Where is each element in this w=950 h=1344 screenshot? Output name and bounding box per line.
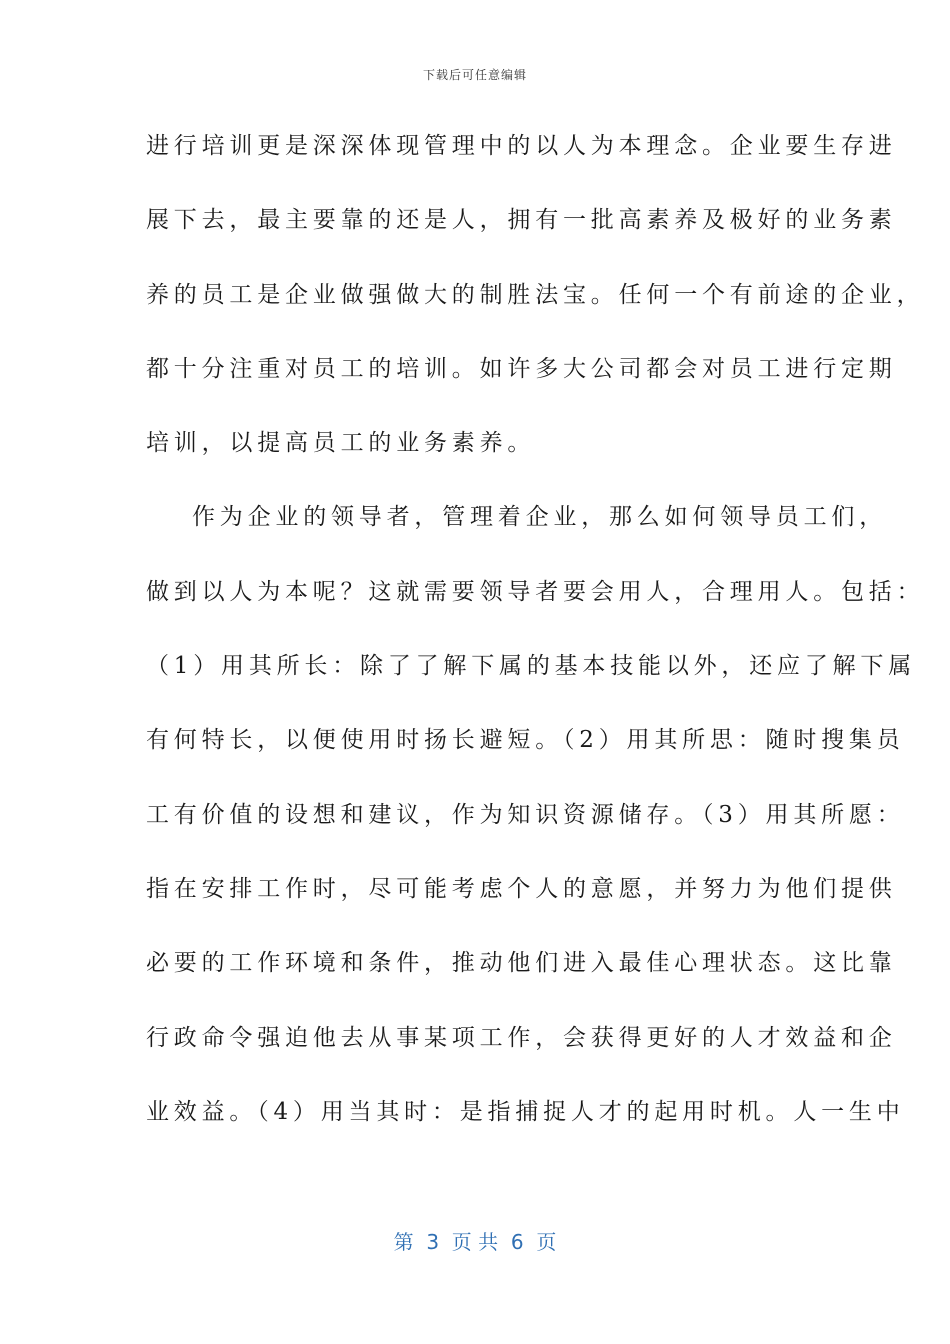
page-number-footer: 第 3 页 共 6 页 bbox=[393, 1230, 557, 1254]
text-line: 行政命令强迫他去从事某项工作，会获得更好的人才效益和企 bbox=[146, 1024, 897, 1051]
text-line: 展下去，最主要靠的还是人，拥有一批高素养及极好的业务素 bbox=[146, 207, 897, 234]
text-line: 培训，以提高员工的业务素养。 bbox=[146, 430, 536, 457]
paragraph-start-line: 作为企业的领导者，管理着企业，那么如何领导员工们， bbox=[192, 504, 887, 531]
text-line: 做到以人为本呢？这就需要领导者要会用人，合理用人。包括： bbox=[146, 578, 925, 605]
text-line: 养的员工是企业做强做大的制胜法宝。任何一个有前途的企业， bbox=[146, 281, 925, 308]
text-line: 工有价值的设想和建议，作为知识资源储存。（3）用其所愿： bbox=[146, 801, 905, 828]
text-line: 指在安排工作时，尽可能考虑个人的意愿，并努力为他们提供 bbox=[146, 875, 897, 902]
text-line: 必要的工作环境和条件，推动他们进入最佳心理状态。这比靠 bbox=[146, 950, 897, 977]
text-line: 有何特长，以便使用时扬长避短。（2）用其所思：随时搜集员 bbox=[146, 727, 905, 754]
document-body bbox=[146, 118, 925, 1158]
text-line: 业效益。（4）用当其时：是指捕捉人才的起用时机。人一生中 bbox=[146, 1098, 905, 1125]
text-line: （1）用其所长：除了了解下属的基本技能以外，还应了解下属 bbox=[146, 653, 917, 680]
text-line: 都十分注重对员工的培训。如许多大公司都会对员工进行定期 bbox=[146, 355, 897, 382]
header-note: 下载后可任意编辑 bbox=[422, 68, 527, 82]
text-line: 进行培训更是深深体现管理中的以人为本理念。企业要生存进 bbox=[146, 133, 897, 159]
